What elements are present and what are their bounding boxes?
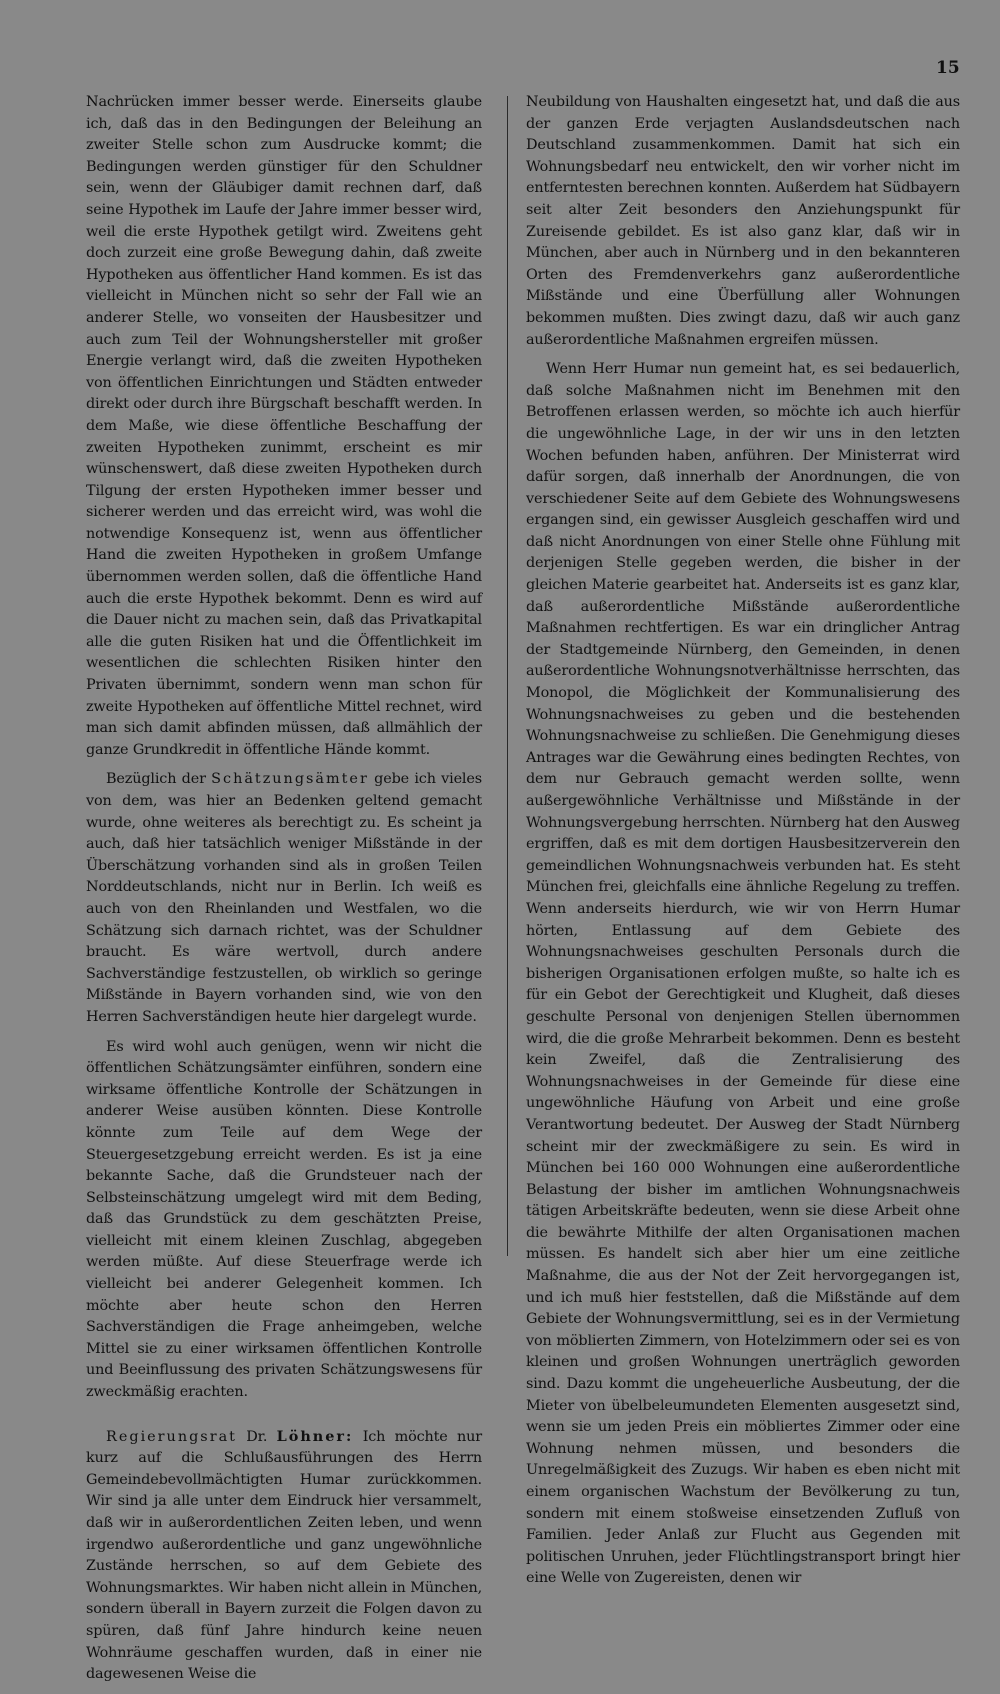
speaker-name: Löhner: [276,1427,354,1445]
paragraph: Es wird wohl auch genügen, wenn wir nicht die öffentlichen Schätzungsämter einführen, sondern eine wirksame öffentliche Kontrolle der Schätzungen in anderer Weise ausüben könnten. Diese Kontrolle könnte zum Teile auf dem Wege der Steuergesetzgebung erreicht werden. Es ist ja eine bekannte Sache, daß die Grundsteuer nach der Selbsteinschätzung umgelegt wird mit dem Beding, daß das Grundstück zu dem geschätzten Preise, vielleicht mit einem kleinen Zuschlag, abgegeben werden müßte. Auf diese Steuerfrage werde ich vielleicht bei anderer Gelegenheit kommen. Ich möchte aber heute schon den Herren Sachverständigen die Frage anheimgeben, welche Mittel sie zu einer wirksamen öffentlichen Kontrolle und Beeinflussung des privaten Schätzungswesens für zweckmäßig erachten. [86,1038,482,1401]
paragraph-text: gebe ich vieles von dem, was hier an Bedenken geltend gemacht wurde, ohne weiteres als berechtigt zu. Es scheint ja auch, daß hier tatsächlich weniger Mißstände in der Überschätzung vorhanden sind als in großen Teilen Norddeutschlands, nicht nur in Berlin. Ich weiß es auch von den Rheinlanden und Westfalen, wo die Schätzung sich darnach richtet, was der Schuldner braucht. Es wäre wertvoll, durch andere Sachverständige festzustellen, ob wirklich so geringe Mißstände in Bayern vorhanden sind, wie von den Herren Sachverständigen heute hier dargelegt wurde. [86,771,482,1025]
paragraph [86,769,482,1028]
column-divider [507,96,508,1256]
left-column [86,92,482,1694]
speaker-paragraph [86,1426,482,1686]
right-column [526,92,960,1598]
paragraph-text: Ich möchte nur kurz auf die Schlußausführungen des Herrn Gemeindebevollmächtigten Humar zurückkommen. Wir sind ja alle unter dem Eindruck hier versammelt, daß wir in außerordentlichen Zeiten leben, und wenn irgendwo außerordentliche und ganz ungewöhnliche Zustände herrschen, so auf dem Gebiete des Wohnungsmarktes. Wir haben nicht allein in München, sondern überall in Bayern zurzeit die Folgen davon zu spüren, daß fünf Jahre hindurch keine neuen Wohnräume geschaffen wurden, daß in einer nie dagewesenen Weise die [86,1428,482,1683]
paragraph-lead: Bezüglich der [106,771,206,788]
speaker-prefix: Dr. [246,1428,268,1445]
speaker-title: Regierungsrat [106,1428,237,1445]
paragraph: Wenn Herr Humar nun gemeint hat, es sei bedauerlich, daß solche Maßnahmen nicht im Benehmen mit den Betroffenen erlassen werden, so möchte ich auch hierfür die ungewöhnliche Lage, in der wir uns in den letzten Wochen befunden haben, anführen. Der Ministerrat wird dafür sorgen, daß innerhalb der Anordnungen, die von verschiedener Seite auf dem Gebiete des Wohnungswesens ergangen sind, ein gewisser Ausgleich geschaffen wird und daß nicht Anordnungen von einer Stelle ohne Fühlung mit derjenigen Stelle gegeben werden, die bisher in der gleichen Materie gearbeitet hat. Anderseits ist es ganz klar, daß außerordentliche Mißstände außerordentliche Maßnahmen rechtfertigen. Es war ein dringlicher Antrag der Stadtgemeinde Nürnberg, den Gemeinden, in denen außerordentliche Wohnungsnotverhältnisse herrschten, das Monopol, die Möglichkeit der Kommunalisierung des Wohnungsnachweises zu geben und die bestehenden Wohnungsnachweise zu schließen. Die Genehmigung dieses Antrages war die Gewährung eines bedingten Rechtes, von dem nur Gebrauch gemacht werden sollte, wenn außergewöhnliche Verhältnisse und Mißstände in der Wohnungsvergebung herrschten. Nürnberg hat den Ausweg ergriffen, daß es mit dem dortigen Hausbesitzerverein den gemeindlichen Wohnungsnachweis verbunden hat. Es steht München frei, gleichfalls eine ähnliche Regelung zu treffen. Wenn anderseits hierdurch, wie wir von Herrn Humar hörten, Entlassung auf dem Gebiete des Wohnungsnachweises geschulten Personals durch die bisherigen Organisationen erfolgen mußte, so halte ich es für ein Gebot der Gerechtigkeit und Klugheit, daß dieses geschulte Personal von denjenigen Stellen übernommen wird, die die große Mehrarbeit bekommen. Denn es besteht kein Zweifel, daß die Zentralisierung des Wohnungsnachweises in der Gemeinde für diese eine ungewöhnliche Häufung von Arbeit und eine große Verantwortung bedeutet. Der Ausweg der Stadt Nürnberg scheint mir der zweckmäßigere zu sein. Es wird in München bei 160 000 Wohnungen eine außerordentliche Belastung der bisher im amtlichen Wohnungsnachweis tätigen Arbeitskräfte bedeuten, wenn sie diese Arbeit ohne die bewährte Mithilfe der alten Organisationen machen müssen. Es handelt sich aber hier um eine zeitliche Maßnahme, die aus der Not der Zeit hervorgegangen ist, und ich muß hier feststellen, daß die Mißstände auf dem Gebiete der Wohnungsvermittlung, sei es in der Vermietung von möblierten Zimmern, von Hotelzimmern oder sei es von kleinen und großen Wohnungen unerträglich geworden sind. Dazu kommt die ungeheuerliche Ausbeutung, der die Mieter von übelbeleumundeten Elementen ausgesetzt sind, wenn sie um jeden Preis ein möbliertes Zimmer oder eine Wohnung nehmen müssen, und besonders die Unregelmäßigkeit des Zuzugs. Wir haben es eben nicht mit einem organischen Wachstum der Bevölkerung zu tun, sondern mit einem stoßweise einsetzenden Zufluß von Familien. Jeder Anlaß zur Flucht aus Gegenden mit politischen Unruhen, jeder Flüchtlingstransport bringt hier eine Welle von Zugereisten, denen wir [526,361,960,1587]
paragraph: Nachrücken immer besser werde. Einerseits glaube ich, daß das in den Bedingungen der Beleihung an zweiter Stelle schon zum Ausdrucke kommt; die Bedingungen werden günstiger für den Schuldner sein, wenn der Gläubiger damit rechnen darf, daß seine Hypothek im Laufe der Jahre immer besser wird, weil die erste Hypothek getilgt wird. Zweitens geht doch zurzeit eine große Bewegung dahin, daß zweite Hypotheken aus öffentlicher Hand kommen. Es ist das vielleicht in München nicht so sehr der Fall wie an anderer Stelle, wo vonseiten der Hausbesitzer und auch zum Teil der Wohnungshersteller mit großer Energie verlangt wird, daß die zweiten Hypotheken von öffentlichen Einrichtungen und Städten entweder direkt oder durch ihre Bürgschaft beschafft werden. In dem Maße, wie diese öffentliche Beschaffung der zweiten Hypotheken zunimmt, erscheint es mir wünschenswert, daß diese zweiten Hypotheken durch Tilgung der ersten Hypotheken immer besser und sicherer werden und das erreicht wird, was wohl die notwendige Konsequenz ist, wenn aus öffentlicher Hand die zweiten Hypotheken in großem Umfange übernommen werden sollen, daß die öffentliche Hand auch die erste Hypothek bekommt. Denn es wird auf die Dauer nicht zu machen sein, daß das Privatkapital alle die guten Risiken hat und die Öffentlichkeit im wesentlichen die schlechten Risiken hinter den Privaten übernimmt, sondern wenn man schon für zweite Hypotheken auf öffentliche Mittel rechnet, wird man sich damit abfinden müssen, daß allmählich der ganze Grundkredit in öffentliche Hände kommt. [86,94,482,758]
paragraph: Neubildung von Haushalten eingesetzt hat, und daß die aus der ganzen Erde verjagten Auslandsdeutschen nach Deutschland zusammenkommen. Damit hat sich ein Wohnungsbedarf neu entwickelt, den wir vorher nicht im entferntesten berechnen konnten. Außerdem hat Südbayern seit alter Zeit besonders den Anziehungspunkt für Zureisende gebildet. Es ist also ganz klar, daß wir in München, aber auch in Nürnberg und in den bekannteren Orten des Fremdenverkehrs ganz außerordentliche Mißstände und eine Überfüllung aller Wohnungen bekommen mußten. Dies zwingt dazu, daß wir auch ganz außerordentliche Maßnahmen ergreifen müssen. [526,94,960,348]
emphasized-term: Schätzungsämter [211,771,369,788]
page-number: 15 [936,58,960,78]
